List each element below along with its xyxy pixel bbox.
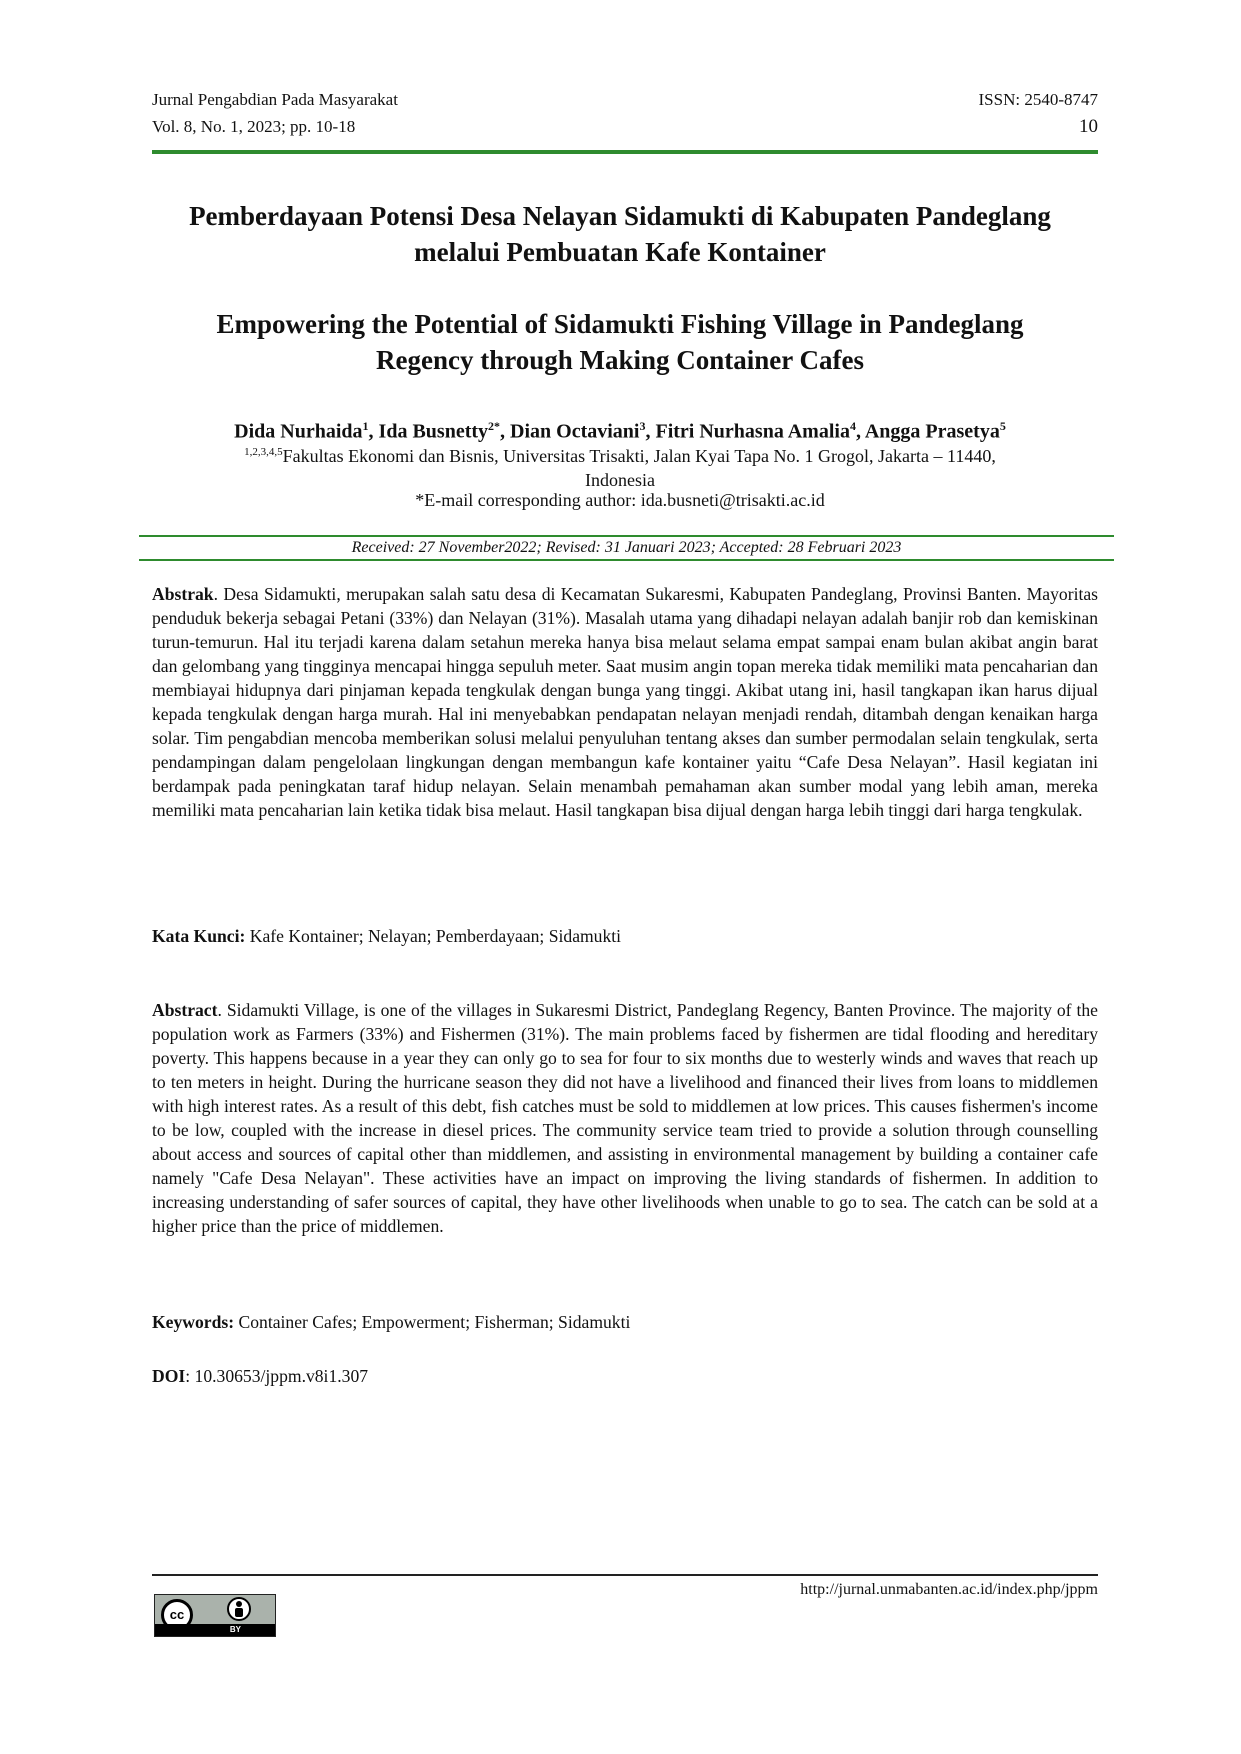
author-separator: , [368,420,379,443]
doi-label: DOI [152,1366,186,1386]
by-label: BY [229,1625,241,1634]
author-mark: 4 [849,419,856,433]
issn: ISSN: 2540-8747 [978,90,1098,109]
title-en-line-1: Empowering the Potential of Sidamukti Fishing Village in Pandeglang [216,309,1024,339]
affiliation [150,440,1090,492]
attribution-person-icon [227,1597,251,1621]
cc-by-license-badge[interactable] [154,1594,276,1637]
author-mark: 5 [999,419,1006,433]
license-bar [155,1624,275,1636]
title-en-line-2: Regency through Making Container Cafes [375,345,864,375]
author-separator: , [855,420,865,443]
page-number: 10 [1079,116,1098,137]
kata-kunci-text: Kafe Kontainer; Nelayan; Pemberdayaan; Sidamukti [245,926,622,946]
keywords-text: Container Cafes; Empowerment; Fisherman; Sidamukti [234,1312,631,1332]
person-body-shape [235,1608,243,1617]
doi-line [152,1364,1098,1388]
author-name: Ida Busnetty [378,420,489,443]
abstrak-paragraph [152,582,1098,822]
keywords-line [152,1310,1098,1334]
doi-text: : 10.30653/jppm.v8i1.307 [185,1366,369,1386]
abstract-paragraph [152,998,1098,1238]
author-name: Fitri Nurhasna Amalia [655,420,850,443]
kata-kunci-line [152,924,1098,948]
journal-url[interactable]: http://jurnal.unmabanten.ac.id/index.php/jppm [800,1581,1098,1598]
author-name: Dida Nurhaida [234,420,363,443]
abstract-text: . Sidamukti Village, is one of the villages in Sukaresmi District, Pandeglang Regency, Banten Province. The majority of the population work as Farmers (33%) and Fishermen (31%). The main problems faced by fishermen are tidal flooding and hereditary poverty. This happens because in a year they can only go to sea for four to six months due to westerly winds and waves that reach up to ten meters in height. During the hurricane season they did not have a livelihood and financed their lives from loans to middlemen with high interest rates. As a result of this debt, fish catches must be sold to middlemen at low prices. This causes fishermen's income to be low, coupled with the increase in diesel prices. The community service team tried to provide a solution through counselling about access and sources of capital other than middlemen, and assisting in environmental management by building a container cafe namely "Cafe Desa Nelayan". These activities have an impact on improving the living standards of fishermen. In addition to increasing understanding of safer sources of capital, they have other livelihoods when unable to go to sea. The catch can be sold at a higher price than the price of middlemen. [152,1000,1098,1236]
keywords-label: Keywords: [152,1312,235,1332]
author-separator: , [645,420,656,443]
footer-rule [152,1574,1098,1576]
author-separator: , [500,420,511,443]
affiliation-line-1: Fakultas Ekonomi dan Bisnis, Universitas Trisakti, Jalan Kyai Tapa No. 1 Grogol, Jakarta – 11440, [282,446,996,466]
dates-rule-top [139,535,1114,537]
title-id-line-1: Pemberdayaan Potensi Desa Nelayan Sidamukti di Kabupaten Pandeglang [189,201,1051,231]
abstrak-label: Abstrak [152,584,214,604]
affiliation-line-2: Indonesia [585,470,655,490]
journal-volume: Vol. 8, No. 1, 2023; pp. 10-18 [152,117,356,136]
author-name: Angga Prasetya [864,420,1000,443]
dates-rule-bottom [139,559,1114,561]
creative-commons-icon: cc [161,1599,193,1631]
kata-kunci-label: Kata Kunci: [152,926,246,946]
submission-dates: Received: 27 November2022; Revised: 31 Januari 2023; Accepted: 28 Februari 2023 [351,539,902,556]
title-english [120,306,1120,378]
title-indonesian [120,198,1120,270]
abstract-label: Abstract [152,1000,218,1020]
affiliation-marks: 1,2,3,4,5 [244,446,283,458]
header-rule [152,150,1098,154]
title-id-line-2: melalui Pembuatan Kafe Kontainer [414,237,826,267]
author-mark: 2* [488,419,501,433]
author-mark: 3 [639,419,646,433]
journal-name: Jurnal Pengabdian Pada Masyarakat [152,90,398,109]
corresponding-email: *E-mail corresponding author: ida.busneti@trisakti.ac.id [415,490,825,510]
person-head-shape [236,1601,242,1607]
abstrak-text: . Desa Sidamukti, merupakan salah satu desa di Kecamatan Sukaresmi, Kabupaten Pandeglang, Provinsi Banten. Mayoritas penduduk bekerja sebagai Petani (33%) dan Nelayan (31%). Masalah utama yang dihadapi nelayan adalah banjir rob dan kemiskinan turun-temurun. Hal itu terjadi karena dalam setahun mereka hanya bisa melaut selama empat sampai enam bulan akibat angin barat dan gelombang yang tingginya mencapai hingga sepuluh meter. Saat musim angin topan mereka tidak memiliki mata pencaharian dan membiayai hidupnya dari pinjaman kepada tengkulak dengan bunga yang tinggi. Akibat utang ini, hasil tangkapan ikan harus dijual kepada tengkulak dengan harga murah. Hal ini menyebabkan pendapatan nelayan menjadi rendah, ditambah dengan kenaikan harga solar. Tim pengabdian mencoba memberikan solusi melalui penyuluhan tentang akses dan sumber permodalan selain tengkulak, serta pendampingan dalam pengelolaan lingkungan dengan membangun kafe kontainer yaitu “Cafe Desa Nelayan”. Hasil kegiatan ini berdampak pada peningkatan taraf hidup nelayan. Selain menambah pemahaman akan sumber modal yang lebih aman, mereka memiliki mata pencaharian lain ketika tidak bisa melaut. Hasil tangkapan bisa dijual dengan harga lebih tinggi dari harga tengkulak. [152,584,1098,820]
author-name: Dian Octaviani [510,420,640,443]
author-mark: 1 [362,419,369,433]
